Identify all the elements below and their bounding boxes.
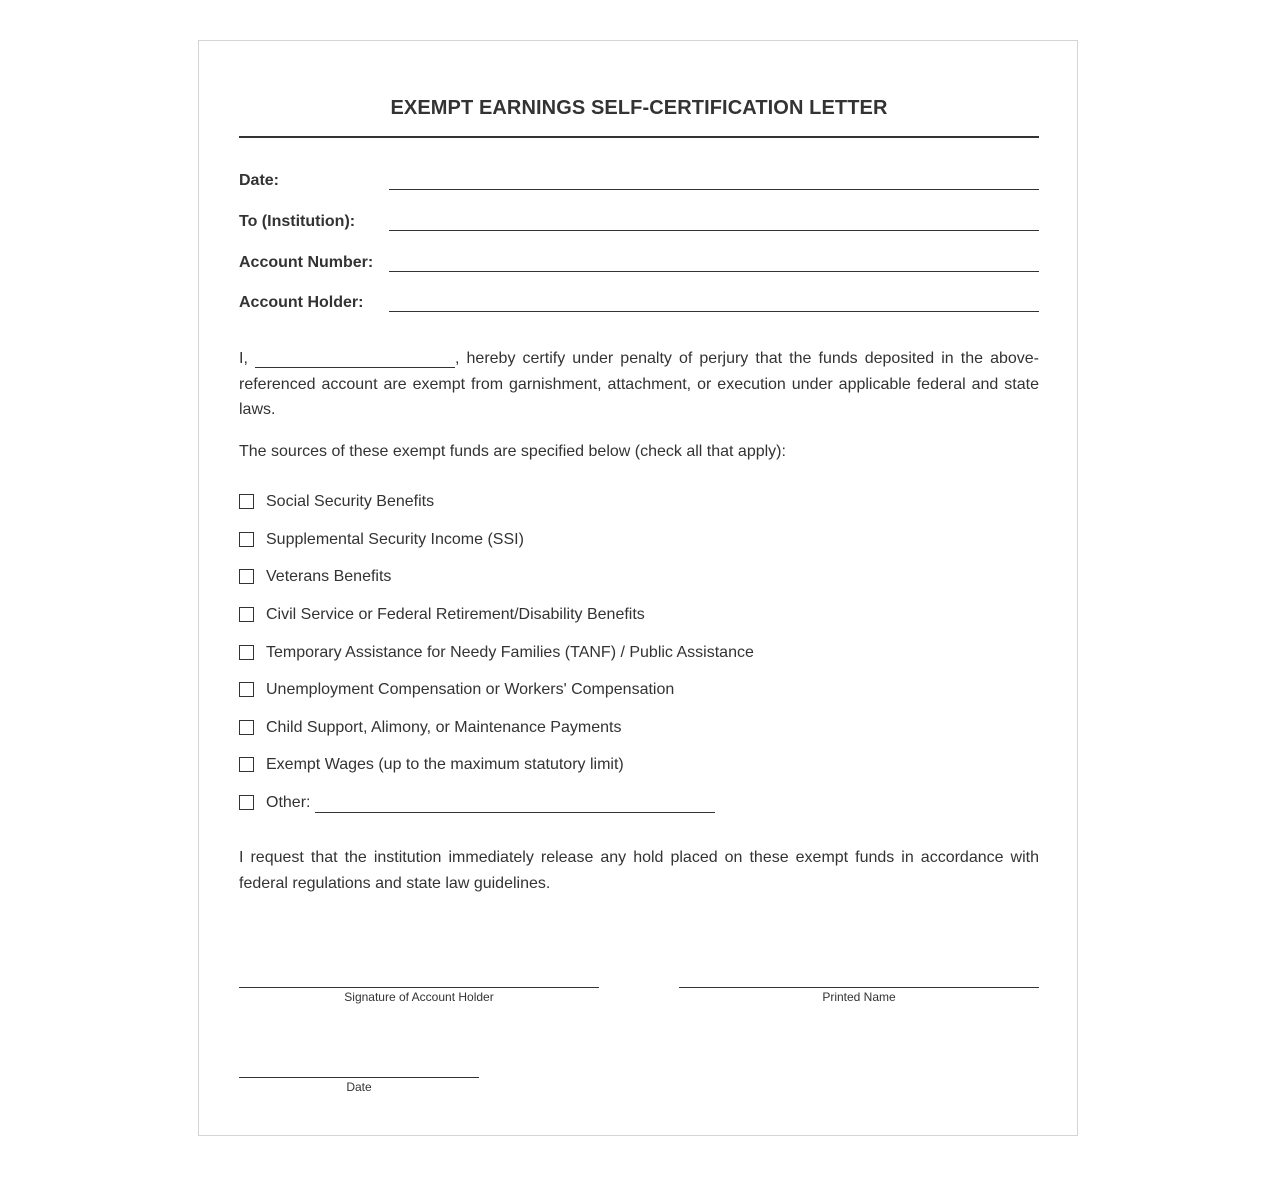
checkbox[interactable]	[239, 494, 254, 509]
date-signed-caption: Date	[346, 1080, 372, 1094]
certification-paragraph	[239, 346, 1039, 423]
checkbox-label: Veterans Benefits	[266, 568, 392, 585]
sources-intro: The sources of these exempt funds are specified below (check all that apply):	[239, 443, 786, 460]
checkbox-label: Temporary Assistance for Needy Families (TANF) / Public Assistance	[266, 644, 754, 661]
checkbox[interactable]	[239, 645, 254, 660]
checkbox[interactable]	[239, 682, 254, 697]
document-title: EXEMPT EARNINGS SELF-CERTIFICATION LETTER	[390, 97, 888, 119]
checkbox[interactable]	[239, 532, 254, 547]
checkbox[interactable]	[239, 720, 254, 735]
field-account-holder	[239, 294, 1039, 318]
document-page	[198, 40, 1078, 1136]
checkbox[interactable]	[239, 569, 254, 584]
checkbox-label: Other:	[266, 794, 311, 811]
checkbox-label: Child Support, Alimony, or Maintenance Payments	[266, 719, 622, 736]
field-account-holder-input[interactable]	[389, 311, 1039, 312]
field-account-holder-label: Account Holder:	[239, 294, 364, 311]
checkbox-label: Supplemental Security Income (SSI)	[266, 531, 524, 548]
printed-name-line[interactable]	[679, 987, 1039, 988]
certification-prefix: I,	[239, 350, 248, 367]
checkbox-label: Social Security Benefits	[266, 493, 435, 510]
signature-caption: Signature of Account Holder	[344, 990, 494, 1004]
field-date	[239, 172, 1039, 196]
checkbox[interactable]	[239, 795, 254, 810]
title-divider	[239, 136, 1039, 138]
field-date-label: Date:	[239, 172, 280, 189]
checkbox[interactable]	[239, 607, 254, 622]
field-institution-input[interactable]	[389, 230, 1039, 231]
field-institution	[239, 213, 1039, 237]
checkbox-label: Exempt Wages (up to the maximum statutory limit)	[266, 756, 624, 773]
signature-line[interactable]	[239, 987, 599, 988]
printed-name-caption: Printed Name	[822, 990, 896, 1004]
field-account-number	[239, 254, 1039, 278]
field-account-number-input[interactable]	[389, 271, 1039, 272]
other-source-input[interactable]	[315, 812, 715, 813]
request-paragraph: I request that the institution immediately release any hold placed on these exempt funds in accordance with federal regulations and state law guidelines.	[239, 849, 1039, 892]
source-item-other	[239, 794, 719, 814]
field-date-input[interactable]	[389, 189, 1039, 190]
field-institution-label: To (Institution):	[239, 213, 356, 230]
certification-text: , hereby certify under penalty of perjury that the funds deposited in the above-referenced account are exempt from garnishment, attachment, or execution under applicable federal and state laws.	[239, 350, 1039, 419]
checkbox-label: Civil Service or Federal Retirement/Disability Benefits	[266, 606, 645, 623]
checkbox-label: Unemployment Compensation or Workers' Compensation	[266, 681, 675, 698]
checkbox[interactable]	[239, 757, 254, 772]
date-signed-line[interactable]	[239, 1077, 479, 1078]
certifier-name-input[interactable]	[255, 349, 455, 368]
field-account-number-label: Account Number:	[239, 254, 374, 271]
